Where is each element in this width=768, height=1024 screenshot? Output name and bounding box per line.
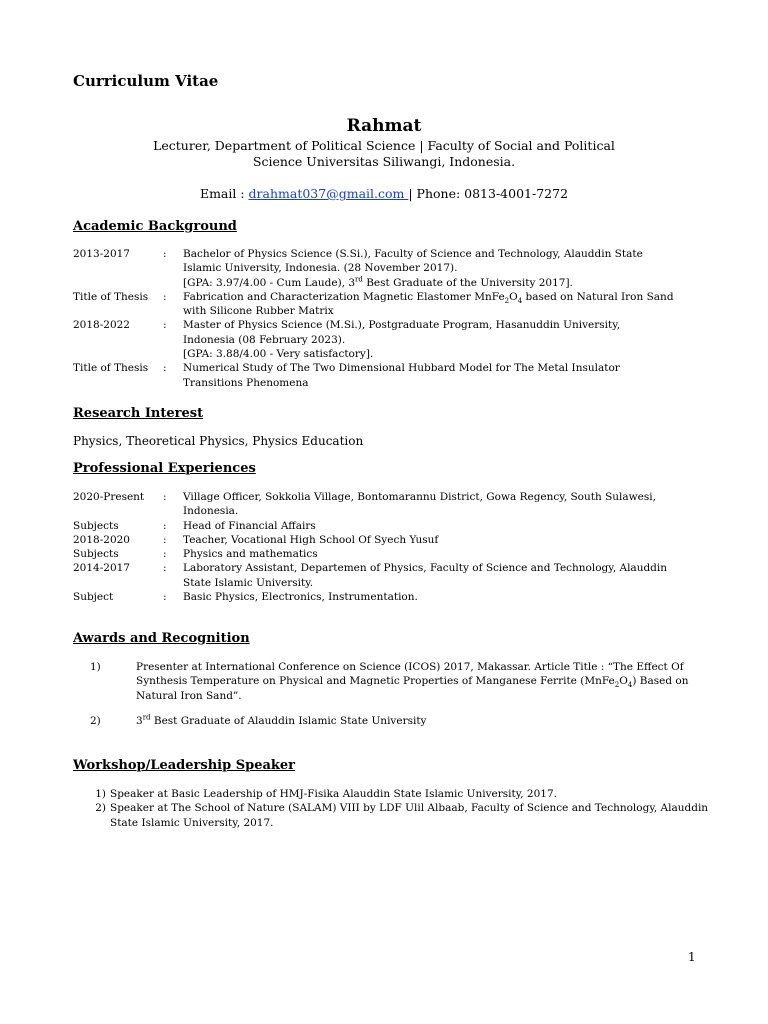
ordinal-suffix: rd (355, 275, 363, 284)
award-item (90, 714, 695, 728)
row-line: with Silicone Rubber Matrix (183, 305, 334, 318)
academic-row (73, 247, 713, 276)
row-line: Islamic University, Indonesia. (28 November 2017). (183, 262, 458, 275)
row-separator: : (163, 533, 167, 546)
row-separator: : (163, 248, 167, 260)
row-label: Title of Thesis (73, 290, 149, 303)
document-title: Curriculum Vitae (73, 72, 219, 90)
row-line: State Islamic University, 2017. (110, 816, 274, 829)
item-number: 2) (95, 802, 106, 815)
workshop-item (73, 787, 713, 801)
row-label: 2018-2020 (73, 533, 130, 546)
row-value (183, 290, 713, 319)
email-link[interactable]: drahmat037@gmail.com (248, 186, 409, 201)
experience-section (73, 490, 713, 604)
contact-line (0, 186, 768, 201)
row-line: Indonesia. (183, 505, 239, 518)
row-line (136, 674, 695, 688)
position-line: Lecturer, Department of Political Science | Faculty of Social and Political (153, 138, 615, 153)
experience-row (73, 533, 713, 547)
item-text (136, 660, 695, 703)
row-line: Village Officer, Sokkolia Village, Bontomarannu District, Gowa Regency, South Sulawesi, (183, 491, 656, 503)
item-text: Speaker at Basic Leadership of HMJ-Fisika Alauddin State Islamic University, 2017. (110, 788, 557, 800)
page-number: 1 (688, 950, 696, 964)
row-value (183, 561, 713, 590)
person-name: Rahmat (346, 116, 422, 136)
academic-row (73, 290, 713, 319)
row-value (183, 276, 713, 290)
row-value (183, 247, 713, 276)
awards-list (90, 660, 695, 728)
experience-row (73, 519, 713, 533)
thesis-text: based on Natural Iron Sand (522, 290, 674, 303)
row-line: Indonesia (08 February 2023). (183, 333, 346, 346)
experience-row (73, 561, 713, 590)
subscript: 4 (627, 681, 633, 690)
row-line: [GPA: 3.88/4.00 - Very satisfactory]. (183, 348, 374, 361)
academic-heading: Academic Background (73, 219, 237, 234)
row-line: Natural Iron Sand”. (136, 689, 242, 702)
subscript: 2 (614, 681, 620, 690)
row-label: Subject (73, 591, 114, 604)
row-separator: : (163, 491, 167, 503)
research-text: Physics, Theoretical Physics, Physics Education (73, 434, 364, 448)
row-line: State Islamic University. (183, 576, 314, 589)
award-text: Best Graduate of Alauddin Islamic State University (150, 714, 427, 727)
ordinal-suffix: rd (142, 713, 151, 722)
row-value: Head of Financial Affairs (183, 519, 316, 532)
item-text (110, 801, 713, 830)
item-number: 1) (90, 661, 101, 673)
row-separator: : (163, 362, 167, 375)
row-label: 2020-Present (73, 491, 145, 503)
row-label: 2018-2022 (73, 319, 130, 332)
item-number: 2) (90, 714, 101, 727)
experience-row (73, 490, 713, 519)
item-text (136, 714, 695, 728)
row-line (183, 290, 713, 304)
experience-heading: Professional Experiences (73, 461, 256, 476)
row-value (183, 318, 713, 361)
row-line: Speaker at The School of Nature (SALAM) VIII by LDF Ulil Albaab, Faculty of Science and Technology, Alauddin (110, 802, 709, 815)
award-text: Synthesis Temperature on Physical and Magnetic Properties of Manganese Ferrite (MnFe (136, 675, 615, 688)
row-line: Presenter at International Conference on Science (ICOS) 2017, Makassar. Article Title : “The Effect Of (136, 661, 684, 673)
row-line: Master of Physics Science (M.Si.), Postgraduate Program, Hasanuddin University, (183, 319, 621, 332)
row-separator: : (163, 319, 167, 332)
row-value: Physics and mathematics (183, 548, 318, 561)
workshop-heading: Workshop/Leadership Speaker (73, 758, 296, 773)
academic-section (73, 247, 713, 390)
row-line: Transitions Phenomena (183, 376, 309, 389)
row-separator: : (163, 519, 167, 532)
thesis-text: O (509, 290, 518, 303)
academic-row (73, 318, 713, 361)
academic-row (73, 361, 713, 390)
row-separator (163, 276, 183, 290)
row-line: Bachelor of Physics Science (S.Si.), Faculty of Science and Technology, Alauddin State (183, 248, 643, 260)
row-label: 2013-2017 (73, 248, 130, 260)
position-line: Science Universitas Siliwangi, Indonesia. (252, 154, 516, 169)
experience-row (73, 590, 713, 604)
row-value (183, 361, 713, 390)
row-separator: : (163, 591, 167, 604)
row-separator: : (163, 290, 167, 303)
row-label: Subjects (73, 519, 119, 532)
email-label: Email : (199, 186, 249, 201)
phone-text: | Phone: 0813-4001-7272 (408, 186, 569, 201)
subscript: 2 (504, 296, 510, 305)
gpa-text: Best Graduate of the University 2017]. (362, 276, 573, 289)
award-text: O (619, 675, 628, 688)
academic-row (73, 276, 713, 290)
award-text: 3 (136, 714, 143, 727)
workshop-item (73, 801, 713, 830)
award-item (90, 660, 695, 703)
experience-row (73, 547, 713, 561)
row-label: Title of Thesis (73, 362, 149, 375)
gpa-text: [GPA: 3.97/4.00 - Cum Laude), 3 (183, 276, 356, 289)
workshop-list (73, 787, 713, 830)
subscript: 4 (517, 296, 523, 305)
row-label: 2014-2017 (73, 562, 130, 575)
row-value: Teacher, Vocational High School Of Syech Yusuf (183, 533, 439, 546)
row-line: Numerical Study of The Two Dimensional Hubbard Model for The Metal Insulator (183, 362, 620, 375)
row-value: Basic Physics, Electronics, Instrumentation. (183, 591, 418, 604)
item-number: 1) (95, 788, 106, 800)
row-label (73, 276, 163, 290)
thesis-text: Fabrication and Characterization Magnetic Elastomer MnFe (183, 290, 505, 303)
position-block (0, 138, 768, 170)
award-text: ) Based on (632, 675, 689, 688)
awards-heading: Awards and Recognition (73, 631, 250, 646)
row-separator: : (163, 548, 167, 561)
row-separator: : (163, 562, 167, 575)
research-heading: Research Interest (73, 406, 204, 421)
row-line: Laboratory Assistant, Departemen of Physics, Faculty of Science and Technology, Alauddin (183, 562, 668, 575)
row-value (183, 490, 713, 519)
row-label: Subjects (73, 548, 119, 561)
